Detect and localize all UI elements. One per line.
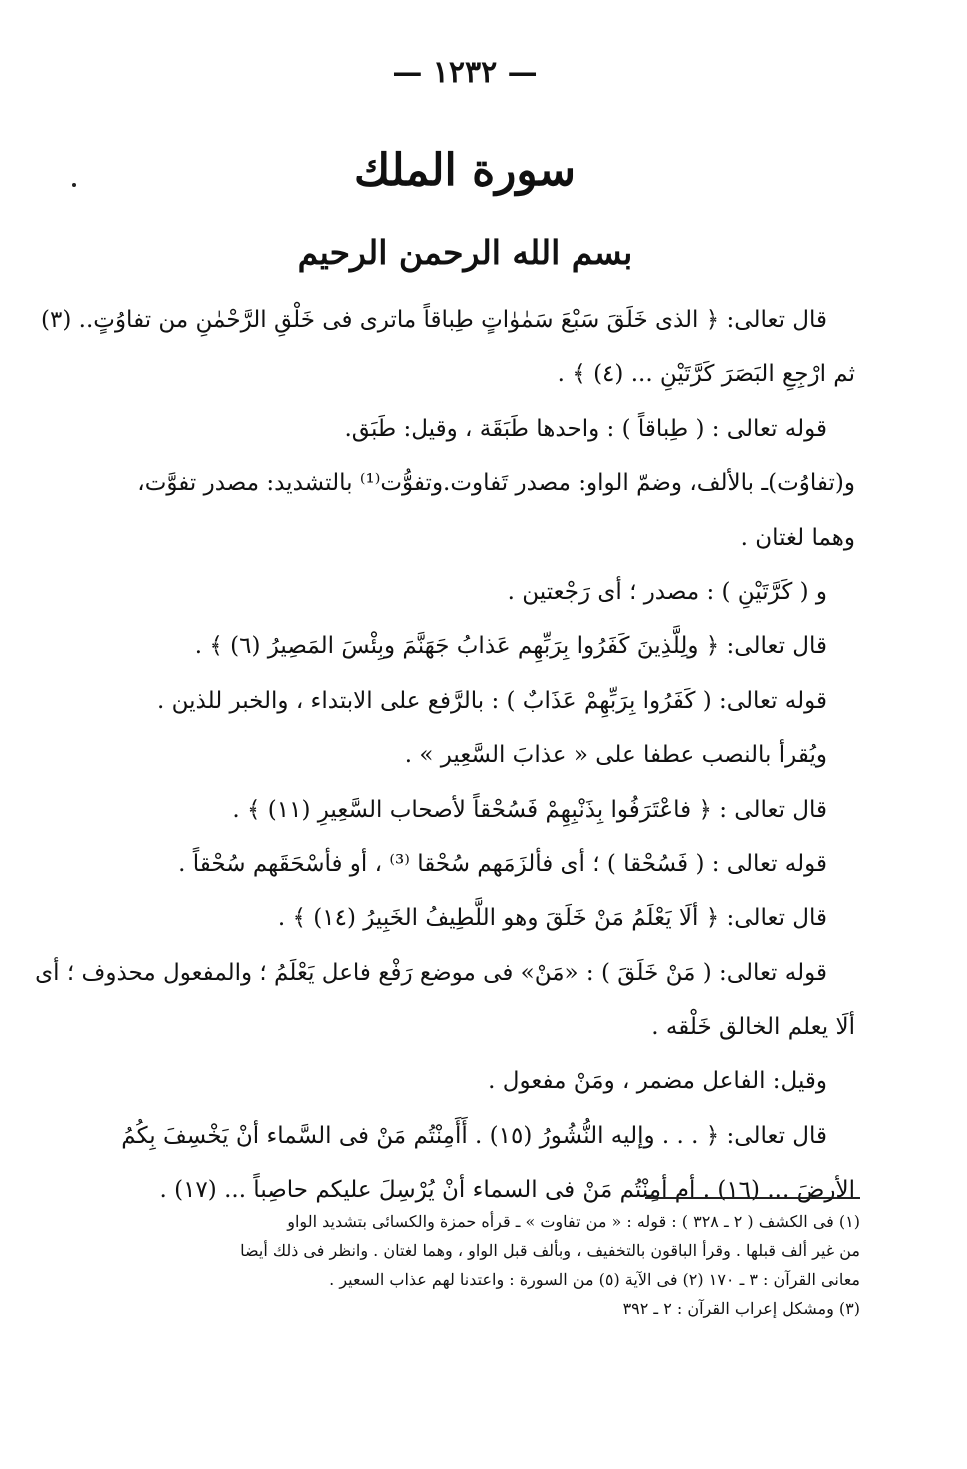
text-line: قال تعالى : ﴿ فاعْتَرَفُوا بِذَنْبِهِمْ فَسُحْقاً لأصحاب السَّعِيرِ (١١) ﴾ .	[232, 796, 827, 823]
footnote-line: (٣) ومشكل إعراب القرآن : ٢ ـ ٣٩٢	[622, 1299, 860, 1318]
surah-title: سورة الملك	[354, 145, 576, 196]
text-line: ثم ارْجِعِ البَصَرَ كَرَّتَيْنِ ... (٤) ﴾ .	[557, 361, 855, 388]
body-text	[35, 293, 855, 1218]
text-line: قال تعالى: ﴿ ألَا يَعْلَمُ مَنْ خَلَقَ وهو اللَّطِيفُ الخَبِيرُ (١٤) ﴾ .	[277, 905, 827, 932]
text-line: قوله تعالى: ( مَنْ خَلَقَ ) : «مَنْ» فى موضع رَفْع فاعل يَعْلَمُ ؛ والمفعول محذوف ؛ أى	[35, 959, 827, 986]
text-line: ألَا يعلم الخالق خَلْقه .	[651, 1014, 855, 1041]
ink-dot	[72, 183, 76, 187]
text-line: ويُقرأ بالنصب عطفا على « عذابَ السَّعِير » .	[404, 742, 827, 769]
footnote-line: من غير ألف قبلها . وقرأ الباقون بالتخفيف ، وبألف قبل الواو ، وهما لغتان . وانظر فى ذلك أيضا	[240, 1241, 860, 1260]
text-line: وقيل: الفاعل مضمر ، ومَنْ مفعول .	[488, 1068, 827, 1095]
text-line: قال تعالى: ﴿ ولِلَّذِينَ كَفَرُوا بِرَبِّهِم عَذابُ جَهَنَّمَ وبِئْسَ المَصِيرُ (٦) ﴾ .	[194, 633, 827, 660]
text-line: وهما لغتان .	[740, 524, 855, 551]
page	[35, 55, 860, 1415]
text-line: قال تعالى: ﴿ . . . وإليه النُّشُورُ (١٥) . أَأَمِنْتُم مَنْ فى السَّماء أنْ يَخْسِفَ بِكُمُ	[121, 1122, 827, 1149]
text-line: قال تعالى: ﴿ الذى خَلَقَ سَبْعَ سَمٰوٰاتٍ طِباقاً ماترى فى خَلْقِ الرَّحْمٰنِ من تفاوُتٍ.. (٣)	[41, 307, 827, 333]
footnote-divider	[645, 1197, 860, 1199]
text-line: و(تفاوُت)ـ بالألف، وضمّ الواو: مصدر تَفاوت.وتفوُّت⁽¹⁾ بالتشديد: مصدر تفوَّت،	[137, 470, 855, 497]
text-line: قوله تعالى : ( طِباقاً ) : واحدها طَبَقَة ، وقيل: طَبَق.	[344, 415, 827, 442]
page-number: — ١٢٣٢ —	[392, 55, 538, 90]
footnote-line: معانى القرآن : ٣ ـ ١٧٠ (٢) فى الآية (٥) من السورة : واعتدنا لهم عذاب السعير .	[329, 1270, 860, 1289]
text-line: الأرضَ ... (١٦) . أم أمِنْتُم مَنْ فى السماء أنْ يُرْسِلَ عليكم حاصِباً ... (١٧) .	[159, 1177, 855, 1204]
text-line: قوله تعالى: ( كَفَرُوا بِرَبِّهِمْ عَذَابٌ ) : بالرَّفع على الابتداء ، والخبر للذين .	[156, 687, 827, 714]
footnotes	[70, 1207, 860, 1323]
basmala: بسم الله الرحمن الرحيم	[297, 233, 633, 272]
footnote-line: (١) فى الكشف ( ٢ ـ ٣٢٨ ) : قوله : « من تفاوت » ـ قرأه حمزة والكسائى بتشديد الواو	[287, 1212, 860, 1231]
text-line: و ( كَرَّتَيْنِ ) : مصدر ؛ أى رَجْعتين .	[507, 578, 827, 605]
text-line: قوله تعالى : ( فَسُحْقا ) ؛ أى فألزَمَهم سُحْقا ⁽³⁾ ، أو فأسْحَقَهم سُحْقاً .	[178, 850, 827, 877]
